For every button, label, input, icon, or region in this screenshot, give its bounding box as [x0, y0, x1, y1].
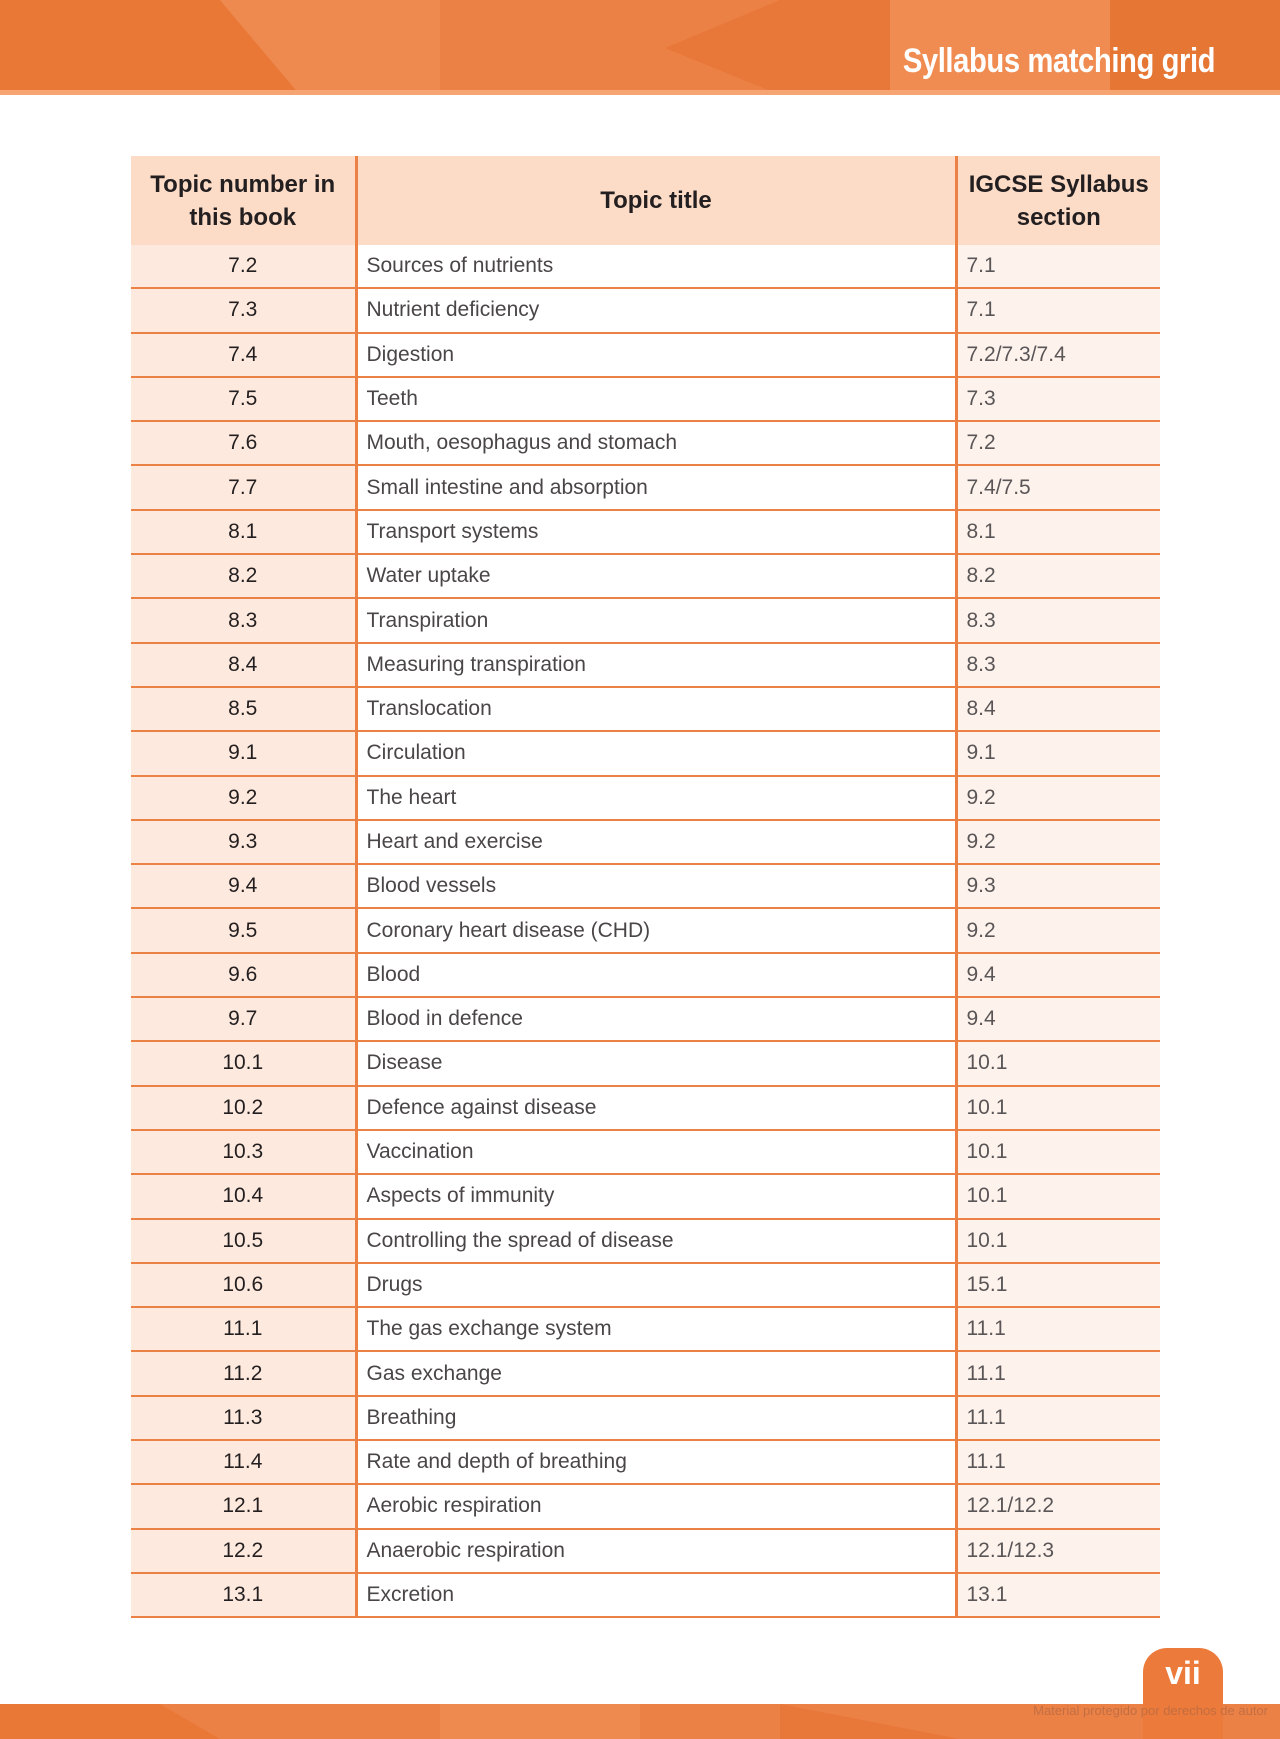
topic-title-cell: Teeth: [356, 377, 956, 421]
topic-title-cell: Small intestine and absorption: [356, 465, 956, 509]
topic-number-cell: 10.4: [131, 1174, 356, 1218]
topic-title-cell: Anaerobic respiration: [356, 1529, 956, 1573]
topic-number-cell: 9.1: [131, 731, 356, 775]
header-topic-number: Topic number in this book: [131, 156, 356, 245]
topic-number-cell: 9.5: [131, 908, 356, 952]
topic-number-cell: 10.6: [131, 1263, 356, 1307]
syllabus-section-cell: 9.2: [956, 776, 1160, 820]
syllabus-section-cell: 9.4: [956, 997, 1160, 1041]
topic-number-cell: 10.3: [131, 1130, 356, 1174]
topic-number-cell: 11.3: [131, 1396, 356, 1440]
topic-title-cell: Drugs: [356, 1263, 956, 1307]
syllabus-section-cell: 9.4: [956, 953, 1160, 997]
topic-title-cell: Coronary heart disease (CHD): [356, 908, 956, 952]
topic-number-cell: 7.7: [131, 465, 356, 509]
syllabus-section-cell: 8.1: [956, 510, 1160, 554]
topic-title-cell: Vaccination: [356, 1130, 956, 1174]
syllabus-section-cell: 15.1: [956, 1263, 1160, 1307]
table-row: [131, 864, 1160, 908]
topic-number-cell: 12.1: [131, 1484, 356, 1528]
topic-title-cell: Excretion: [356, 1573, 956, 1617]
table-row: [131, 997, 1160, 1041]
topic-number-cell: 7.4: [131, 333, 356, 377]
topic-title-cell: Controlling the spread of disease: [356, 1219, 956, 1263]
syllabus-section-cell: 9.3: [956, 864, 1160, 908]
topic-title-cell: Defence against disease: [356, 1086, 956, 1130]
topic-title-cell: The heart: [356, 776, 956, 820]
table-row: [131, 776, 1160, 820]
topic-title-cell: Breathing: [356, 1396, 956, 1440]
topic-title-cell: Translocation: [356, 687, 956, 731]
topic-number-cell: 9.2: [131, 776, 356, 820]
table-header-row: [131, 156, 1160, 245]
page-number: vii: [1165, 1655, 1201, 1691]
topic-number-cell: 7.6: [131, 421, 356, 465]
topic-title-cell: Disease: [356, 1041, 956, 1085]
topic-number-cell: 10.5: [131, 1219, 356, 1263]
table-row: [131, 1396, 1160, 1440]
syllabus-section-cell: 10.1: [956, 1219, 1160, 1263]
table-row: [131, 1130, 1160, 1174]
table-row: [131, 510, 1160, 554]
topic-title-cell: The gas exchange system: [356, 1307, 956, 1351]
table-row: [131, 1307, 1160, 1351]
syllabus-section-cell: 10.1: [956, 1041, 1160, 1085]
table-row: [131, 1263, 1160, 1307]
table-row: [131, 643, 1160, 687]
syllabus-section-cell: 10.1: [956, 1174, 1160, 1218]
syllabus-section-cell: 12.1/12.3: [956, 1529, 1160, 1573]
syllabus-section-cell: 8.3: [956, 598, 1160, 642]
syllabus-section-cell: 7.1: [956, 245, 1160, 288]
topic-number-cell: 10.1: [131, 1041, 356, 1085]
topic-title-cell: Transport systems: [356, 510, 956, 554]
table-row: [131, 377, 1160, 421]
topic-title-cell: Mouth, oesophagus and stomach: [356, 421, 956, 465]
table-row: [131, 687, 1160, 731]
table-row: [131, 1041, 1160, 1085]
topic-number-cell: 11.2: [131, 1351, 356, 1395]
header-banner: [0, 0, 1280, 95]
syllabus-section-cell: 7.4/7.5: [956, 465, 1160, 509]
header-stripe: [0, 90, 1280, 95]
syllabus-section-cell: 8.4: [956, 687, 1160, 731]
topic-number-cell: 9.7: [131, 997, 356, 1041]
header-syllabus-section: IGCSE Syllabus section: [956, 156, 1160, 245]
topic-number-cell: 13.1: [131, 1573, 356, 1617]
syllabus-section-cell: 7.2/7.3/7.4: [956, 333, 1160, 377]
topic-number-cell: 12.2: [131, 1529, 356, 1573]
table-body: [131, 245, 1160, 1617]
topic-title-cell: Rate and depth of breathing: [356, 1440, 956, 1484]
topic-number-cell: 8.5: [131, 687, 356, 731]
table-row: [131, 421, 1160, 465]
topic-number-cell: 8.4: [131, 643, 356, 687]
topic-title-cell: Sources of nutrients: [356, 245, 956, 288]
table-row: [131, 1351, 1160, 1395]
syllabus-section-cell: 7.2: [956, 421, 1160, 465]
topic-title-cell: Blood vessels: [356, 864, 956, 908]
table-row: [131, 1174, 1160, 1218]
syllabus-table: [131, 156, 1160, 1618]
topic-title-cell: Aspects of immunity: [356, 1174, 956, 1218]
syllabus-section-cell: 13.1: [956, 1573, 1160, 1617]
topic-title-cell: Blood: [356, 953, 956, 997]
table-row: [131, 465, 1160, 509]
topic-title-cell: Transpiration: [356, 598, 956, 642]
table-row: [131, 1219, 1160, 1263]
topic-title-cell: Aerobic respiration: [356, 1484, 956, 1528]
topic-number-cell: 11.1: [131, 1307, 356, 1351]
syllabus-section-cell: 11.1: [956, 1351, 1160, 1395]
syllabus-section-cell: 8.2: [956, 554, 1160, 598]
syllabus-section-cell: 10.1: [956, 1130, 1160, 1174]
syllabus-section-cell: 11.1: [956, 1440, 1160, 1484]
table-row: [131, 554, 1160, 598]
syllabus-section-cell: 9.2: [956, 820, 1160, 864]
table-row: [131, 1529, 1160, 1573]
table-row: [131, 908, 1160, 952]
topic-number-cell: 7.3: [131, 288, 356, 332]
syllabus-section-cell: 7.1: [956, 288, 1160, 332]
syllabus-section-cell: 12.1/12.2: [956, 1484, 1160, 1528]
table-row: [131, 820, 1160, 864]
topic-number-cell: 9.3: [131, 820, 356, 864]
topic-title-cell: Gas exchange: [356, 1351, 956, 1395]
table-row: [131, 288, 1160, 332]
syllabus-section-cell: 9.1: [956, 731, 1160, 775]
table-row: [131, 1086, 1160, 1130]
topic-number-cell: 7.2: [131, 245, 356, 288]
topic-title-cell: Measuring transpiration: [356, 643, 956, 687]
topic-title-cell: Digestion: [356, 333, 956, 377]
syllabus-section-cell: 7.3: [956, 377, 1160, 421]
table-row: [131, 1440, 1160, 1484]
syllabus-section-cell: 8.3: [956, 643, 1160, 687]
syllabus-section-cell: 11.1: [956, 1307, 1160, 1351]
topic-number-cell: 10.2: [131, 1086, 356, 1130]
topic-title-cell: Water uptake: [356, 554, 956, 598]
topic-number-cell: 8.1: [131, 510, 356, 554]
topic-number-cell: 9.4: [131, 864, 356, 908]
header-topic-title: Topic title: [356, 156, 956, 245]
table-row: [131, 1484, 1160, 1528]
topic-title-cell: Blood in defence: [356, 997, 956, 1041]
topic-number-cell: 9.6: [131, 953, 356, 997]
topic-number-cell: 7.5: [131, 377, 356, 421]
topic-number-cell: 11.4: [131, 1440, 356, 1484]
table-row: [131, 333, 1160, 377]
syllabus-section-cell: 9.2: [956, 908, 1160, 952]
topic-title-cell: Heart and exercise: [356, 820, 956, 864]
table-row: [131, 953, 1160, 997]
copyright-watermark: Material protegido por derechos de autor: [1033, 1703, 1268, 1718]
table-row: [131, 245, 1160, 288]
topic-number-cell: 8.3: [131, 598, 356, 642]
topic-title-cell: Circulation: [356, 731, 956, 775]
syllabus-section-cell: 11.1: [956, 1396, 1160, 1440]
syllabus-section-cell: 10.1: [956, 1086, 1160, 1130]
table-row: [131, 1573, 1160, 1617]
topic-number-cell: 8.2: [131, 554, 356, 598]
topic-title-cell: Nutrient deficiency: [356, 288, 956, 332]
page-title: Syllabus matching grid: [902, 42, 1215, 80]
table-row: [131, 598, 1160, 642]
table-row: [131, 731, 1160, 775]
